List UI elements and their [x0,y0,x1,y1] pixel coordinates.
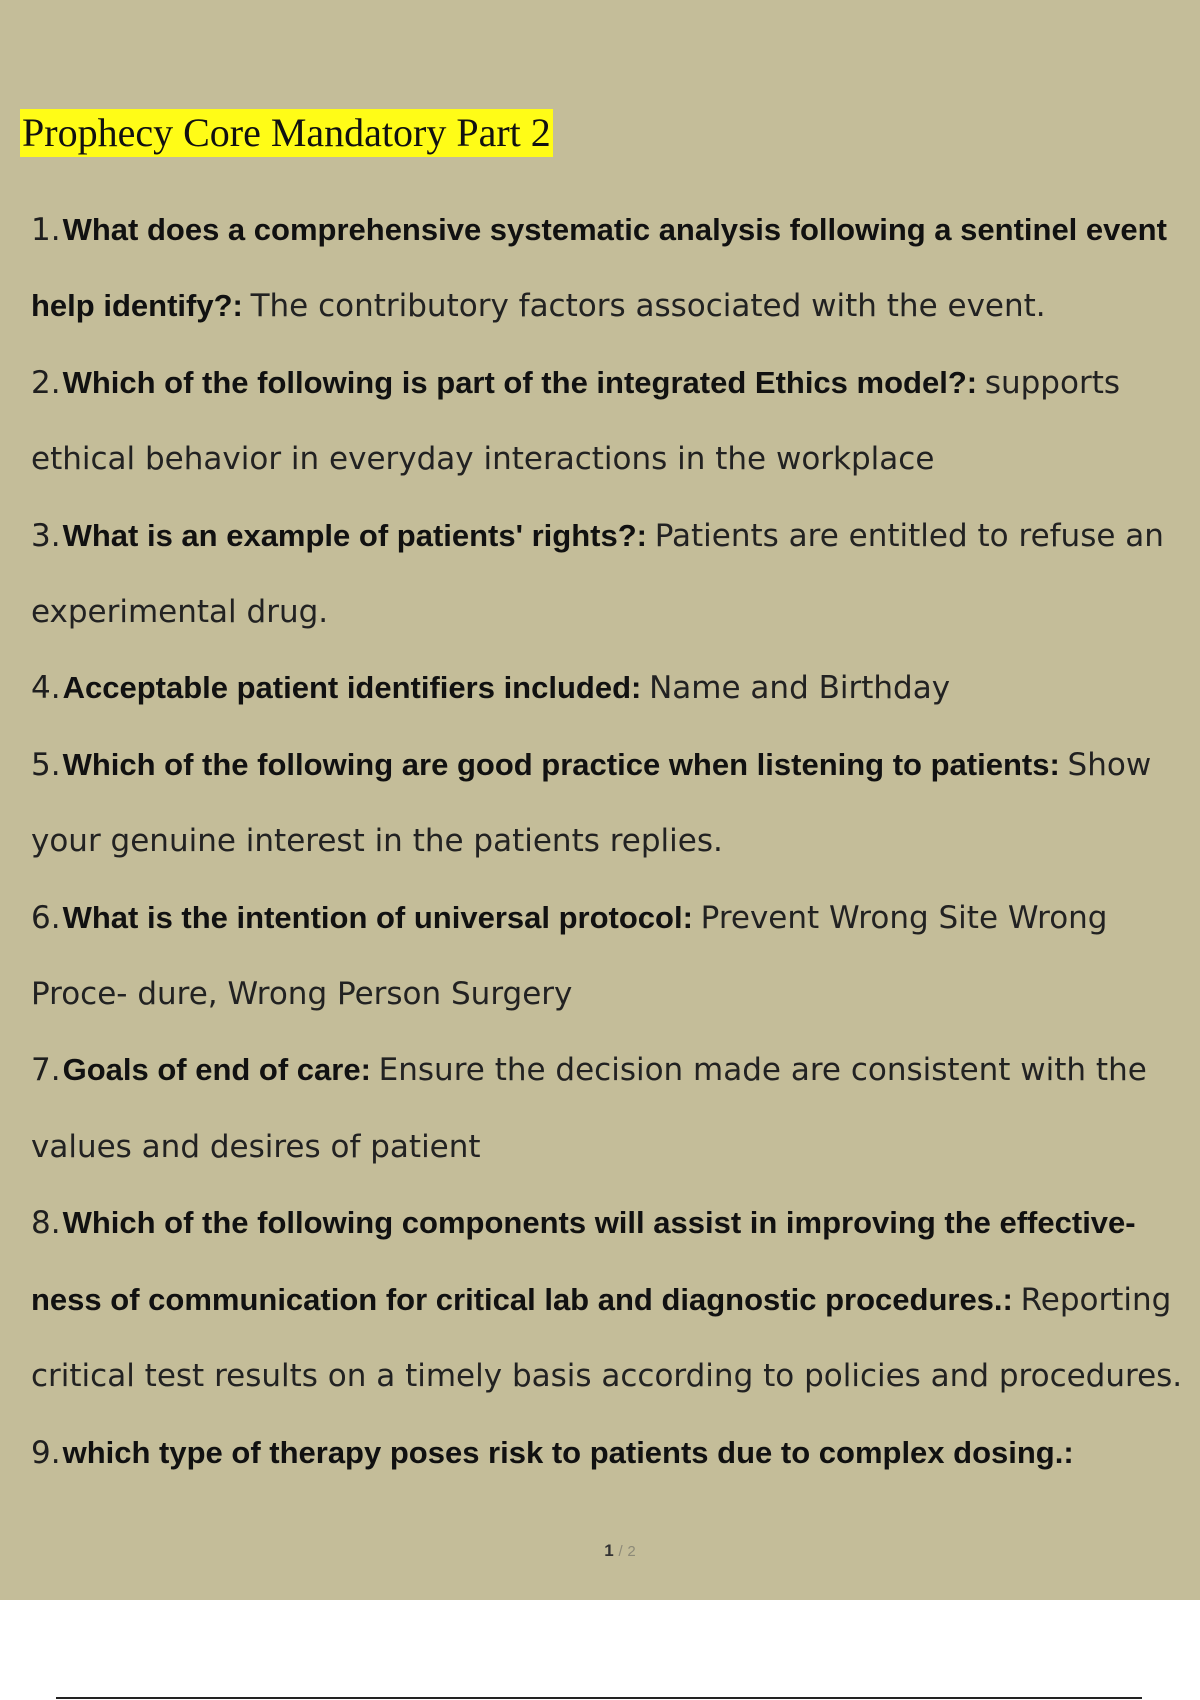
list-item [31,345,1200,498]
item-number: 7. [31,1052,61,1089]
document-title: Prophecy Core Mandatory Part 2 [22,110,551,155]
item-number: 4. [31,670,61,707]
next-page-divider [56,1697,1142,1699]
list-item [31,727,1200,880]
answer-text: Prevent Wrong Site Wrong Proce- dure, Wrong Person Surgery [31,899,1108,1013]
item-number: 9. [31,1434,61,1471]
question-text: Which of the following is part of the integrated Ethics model?: [62,364,978,400]
answer-text: The contributory factors associated with the event. [250,288,1046,325]
question-text: What is an example of patients' rights?: [62,517,647,553]
item-number: 1. [31,212,61,248]
question-list [31,192,1200,1491]
answer-text: Name and Birthday [649,670,951,707]
question-text: Which of the following are good practice when listening to patients: [62,746,1060,782]
item-number: 2. [31,364,61,401]
answer-text: Show your genuine interest in the patients replies. [31,746,1152,860]
list-item [31,650,1200,726]
item-number: 5. [31,746,61,783]
list-item [31,1185,1200,1414]
item-number: 3. [31,517,61,554]
answer-text: supports ethical behavior in everyday interactions in the workplace [31,364,1120,478]
answer-text: Reporting critical test results on a timely basis according to policies and procedures. [31,1281,1183,1395]
page-separator: / [618,1543,623,1560]
question-text: which type of therapy poses risk to patients due to complex dosing.: [62,1434,1074,1470]
page-total: 2 [627,1543,636,1560]
page-current: 1 [604,1541,614,1560]
item-number: 8. [31,1205,61,1242]
question-text: Which of the following components will assist in improving the effective- ness of communication for critical lab and diagnostic procedures.: [31,1205,1136,1317]
list-item [31,1032,1200,1185]
question-text: Acceptable patient identifiers included: [62,670,642,706]
answer-text: Ensure the decision made are consistent with the values and desires of patient [31,1052,1147,1165]
list-item [31,1415,1200,1491]
question-text: What does a comprehensive systematic analysis following a sentinel event help identify?: [31,212,1167,324]
question-text: What is the intention of universal protocol: [62,899,693,935]
item-number: 6. [31,899,61,936]
page-counter [0,1541,1200,1561]
list-item [31,498,1200,651]
question-text: Goals of end of care: [62,1052,371,1088]
list-item [31,880,1200,1033]
list-item [31,192,1200,345]
answer-text: Patients are entitled to refuse an experimental drug. [31,517,1164,631]
